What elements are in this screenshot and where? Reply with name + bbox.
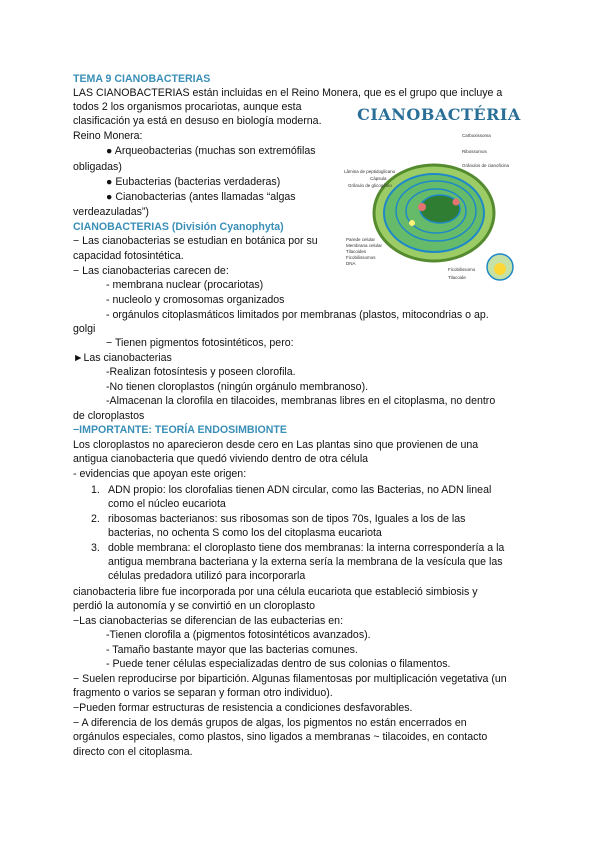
- intro-line: Reino Monera:: [73, 130, 143, 142]
- list-item: bacterias, no ochenta S como los del citoplasma eucariota: [108, 527, 382, 539]
- diagram-label: Tilacoide: [448, 275, 466, 280]
- diagram-label: Grânulos de cianoficina: [462, 163, 510, 168]
- granule-shape: [418, 203, 426, 211]
- list-number: 2.: [91, 513, 100, 525]
- cyanobacteria-diagram: [344, 105, 534, 285]
- text-line: −Pueden formar estructuras de resistencia a condiciones desfavorables.: [73, 702, 413, 714]
- granule-shape: [409, 220, 415, 226]
- text-line: − Tienen pigmentos fotosintéticos, pero:: [106, 337, 294, 349]
- diagram-label: Cápsula: [370, 176, 387, 181]
- intro-line: clasificación ya está en desuso en biología moderna.: [73, 115, 322, 127]
- text-line: golgi: [73, 323, 96, 335]
- list-item: doble membrana: el cloroplasto tiene dos membranas: la interna correspondería a la: [108, 542, 505, 554]
- diagram-title: CIANOBACTÉRIA: [357, 105, 521, 124]
- list-item: ● Arqueobacterias (muchas son extremófilas: [106, 145, 316, 157]
- text-line: −Las cianobacterias se diferencian de las eubacterias en:: [73, 615, 344, 627]
- intro-line: todos 2 los organismos procariotas, aunque esta: [73, 101, 302, 113]
- text-line: capacidad fotosintética.: [73, 250, 184, 262]
- text-line: -Almacenan la clorofila en tilacoides, membranas libres en el citoplasma, no dentro: [106, 395, 496, 407]
- granule-shape: [453, 199, 460, 206]
- bullet: ●: [106, 176, 113, 188]
- list-item: ADN propio: los clorofalias tienen ADN circular, como las Bacterias, no ADN lineal: [108, 484, 492, 496]
- list-number: 1.: [91, 484, 100, 496]
- text-line: - Tamaño bastante mayor que las bacterias comunes.: [106, 644, 358, 656]
- diagram-label: Tilacoides: [346, 249, 367, 254]
- text-line: antigua cianobacteria que quedó viviendo dentro de otra célula: [73, 453, 369, 465]
- text-line: - Puede tener células especializadas dentro de sus colonias o filamentos.: [106, 658, 451, 670]
- text-line: Los cloroplastos no aparecieron desde cero en Las plantas sino que provienen de una: [73, 439, 479, 451]
- text-line: -Realizan fotosíntesis y poseen clorofila.: [106, 366, 296, 378]
- text-line: − Suelen reproducirse por bipartición. Algunas filamentosas por multiplicación vegetativa (un: [73, 673, 507, 685]
- text-line: -No tienen cloroplastos (ningún orgánulo membranoso).: [106, 381, 369, 393]
- text-line: perdió la autonomía y se convirtió en un cloroplasto: [73, 600, 316, 612]
- diagram-label: Ficobilissomo: [448, 267, 476, 272]
- diagram-label: Membrana celular: [346, 243, 383, 248]
- list-item-continuation: obligadas): [73, 161, 122, 173]
- diagram-label: Ribossomos: [462, 149, 487, 154]
- diagram-label: Parede celular: [346, 237, 376, 242]
- list-item-continuation: verdeazuladas”): [73, 206, 149, 218]
- list-number: 3.: [91, 542, 100, 554]
- text-line: ►Las cianobacterias: [73, 352, 172, 364]
- text-line: de cloroplastos: [73, 410, 145, 422]
- text-line: - orgánulos citoplasmáticos limitados por membranas (plastos, mitocondrias o ap.: [106, 309, 489, 321]
- bullet: ●: [106, 145, 113, 157]
- diagram-label: DNA: [346, 261, 356, 266]
- intro-line: LAS CIANOBACTERIAS están incluidas en el Reino Monera, que es el grupo que incluye a: [73, 87, 503, 99]
- diagram-label: Lâmina de peptidoglicano: [344, 169, 396, 174]
- text-line: -Tienen clorofila a (pigmentos fotosintéticos avanzados).: [106, 629, 371, 641]
- list-item: ribosomas bacterianos: sus ribosomas son de tipos 70s, Iguales a los de las: [108, 513, 466, 525]
- page-title: TEMA 9 CIANOBACTERIAS: [73, 73, 211, 85]
- list-item: ● Cianobacterias (antes llamadas “algas: [106, 191, 296, 203]
- section-heading: −IMPORTANTE: TEORÍA ENDOSIMBIONTE: [73, 424, 287, 436]
- section-heading: CIANOBACTERIAS (División Cyanophyta): [73, 221, 284, 233]
- text-line: fragmento o varios se separan y forman otro individuo).: [73, 687, 333, 699]
- text-line: - nucleolo y cromosomas organizados: [106, 294, 285, 306]
- text-line: − A diferencia de los demás grupos de algas, los pigmentos no están encerrados en: [73, 717, 467, 729]
- list-item: ● Eubacterias (bacterias verdaderas): [106, 176, 281, 188]
- text-line: − Las cianobacterias se estudian en botánica por su: [73, 235, 318, 247]
- bullet: ●: [106, 191, 113, 203]
- diagram-label: Carboxissoma: [462, 133, 491, 138]
- list-item: células predadora utilizó para incorporarla: [108, 570, 306, 582]
- diagram-label: Ficobilissomos: [346, 255, 376, 260]
- text-line: - membrana nuclear (procariotas): [106, 279, 264, 291]
- text-line: orgánulos especiales, como plastos, sino ligados a membranas ~ tilacoides, en contacto: [73, 731, 488, 743]
- phycobilisome-detail-shape: [494, 263, 506, 275]
- text-line: directo con el citoplasma.: [73, 746, 193, 758]
- text-line: - evidencias que apoyan este origen:: [73, 468, 247, 480]
- list-item: antigua membrana bacteriana y la externa sería la membrana de la vesícula que las: [108, 556, 503, 568]
- diagram-label: Grânulo de glicogênio: [348, 183, 392, 188]
- text-line: − Las cianobacterias carecen de:: [73, 265, 229, 277]
- list-item: como el núcleo eucariota: [108, 498, 226, 510]
- text-line: cianobacteria libre fue incorporada por una célula eucariota que estableció simbiosis y: [73, 586, 478, 598]
